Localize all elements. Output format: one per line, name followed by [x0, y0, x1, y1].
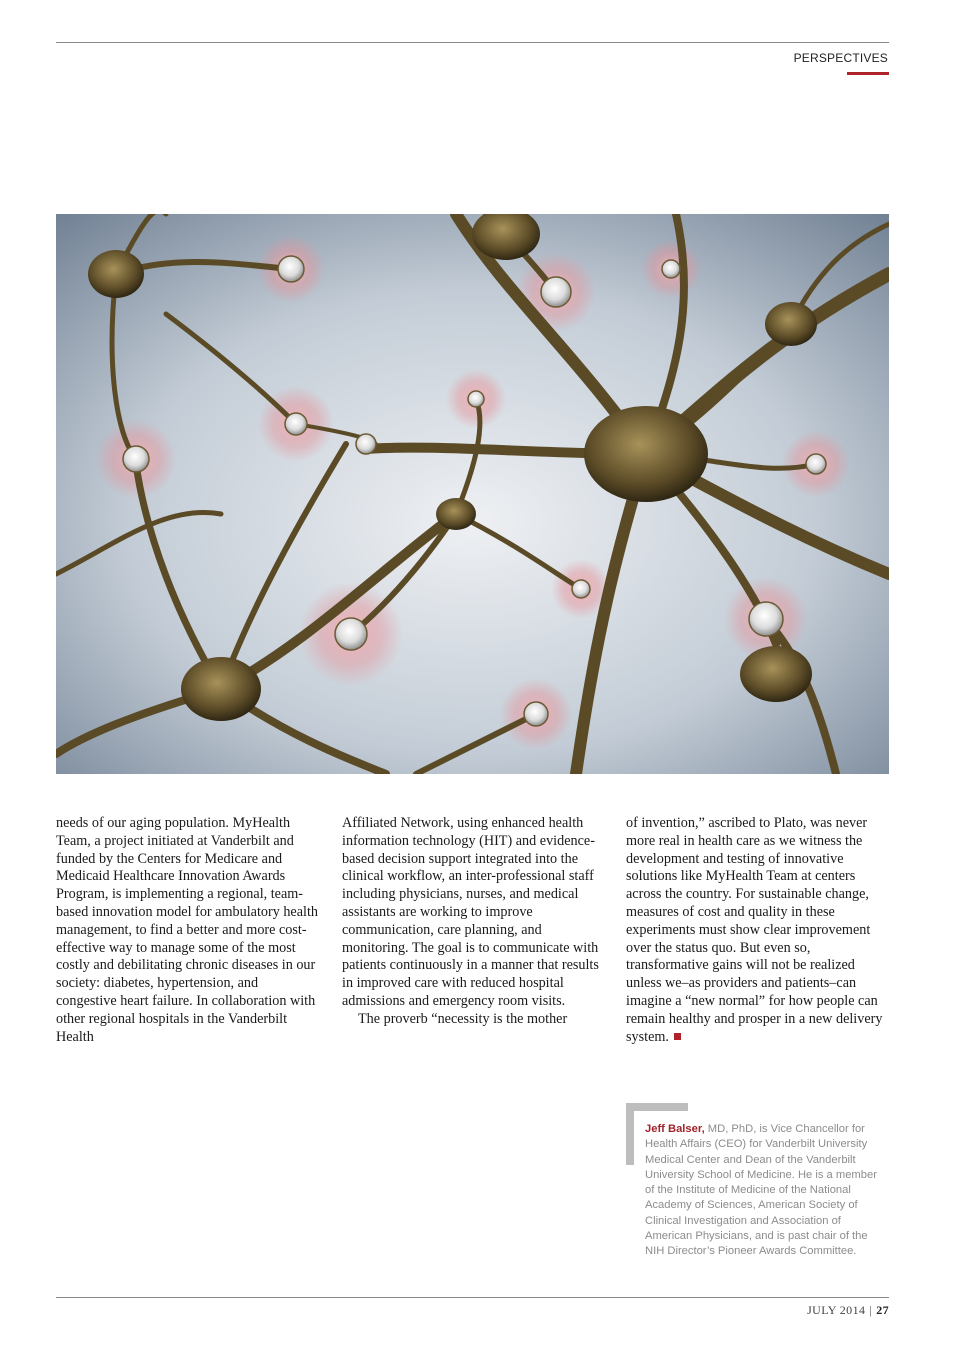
- hero-image: [56, 214, 889, 774]
- article-column-3: [626, 815, 891, 1046]
- article-column-2: [342, 815, 607, 1029]
- bottom-rule: [56, 1297, 889, 1298]
- neuron-network-illustration: [56, 214, 889, 774]
- author-name: Jeff Balser,: [645, 1123, 705, 1135]
- section-label: PERSPECTIVES: [793, 51, 888, 65]
- article-paragraph-text: of invention,” ascribed to Plato, was never more real in health care as we witness the development and testing of innovative solutions like MyHealth Team at centers across the country. For sustainable change, measures of cost and quality in these experiments must show clear improvement over the status quo. But even so, transformative gains will not be realized unless we–as providers and patients–can imagine a “new normal” for how people can remain healthy and prosper in a new delivery system.: [626, 815, 883, 1045]
- author-bio: [645, 1122, 885, 1260]
- author-bio-text: MD, PhD, is Vice Chancellor for Health Affairs (CEO) for Vanderbilt University Medical Center and Dean of the Vanderbilt University School of Medicine. He is a member of the Institute of Medicine of the National Academy of Sciences, American Society of Clinical Investigation and Association of American Physicians, and is past chair of the NIH Director’s Pioneer Awards Committee.: [645, 1123, 877, 1258]
- article-paragraph-final: [626, 815, 891, 1046]
- article-paragraph: Affiliated Network, using enhanced health information technology (HIT) and evidence-based decision support integrated into the clinical workflow, an inter-professional staff including physicians, nurses, and medical assistants are working to improve communication, care planning, and monitoring. The goal is to communicate with patients continuously in a manner that results in improved care with reduced hospital admissions and emergency room visits.: [342, 815, 599, 1009]
- page-number: 27: [876, 1303, 889, 1317]
- end-of-article-mark: [674, 1033, 681, 1040]
- article-column-1: [56, 815, 321, 1046]
- issue-date: JULY 2014: [807, 1303, 866, 1317]
- article-paragraph: needs of our aging population. MyHealth Team, a project initiated at Vanderbilt and funded by the Centers for Medicare and Medicaid Healthcare Innovation Awards Program, is implementing a regional, team-based innovation model for ambulatory health management, to find a better and more cost-effective way to manage some of the most costly and debilitating chronic diseases in our society: diabetes, hypertension, and congestive heart failure. In collaboration with other regional hospitals in the Vanderbilt Health: [56, 815, 319, 1045]
- top-rule: [56, 42, 889, 43]
- footer-separator: |: [869, 1303, 873, 1317]
- section-accent-bar: [847, 72, 889, 75]
- page-footer: [807, 1303, 889, 1318]
- article-paragraph: The proverb “necessity is the mother: [358, 1010, 568, 1027]
